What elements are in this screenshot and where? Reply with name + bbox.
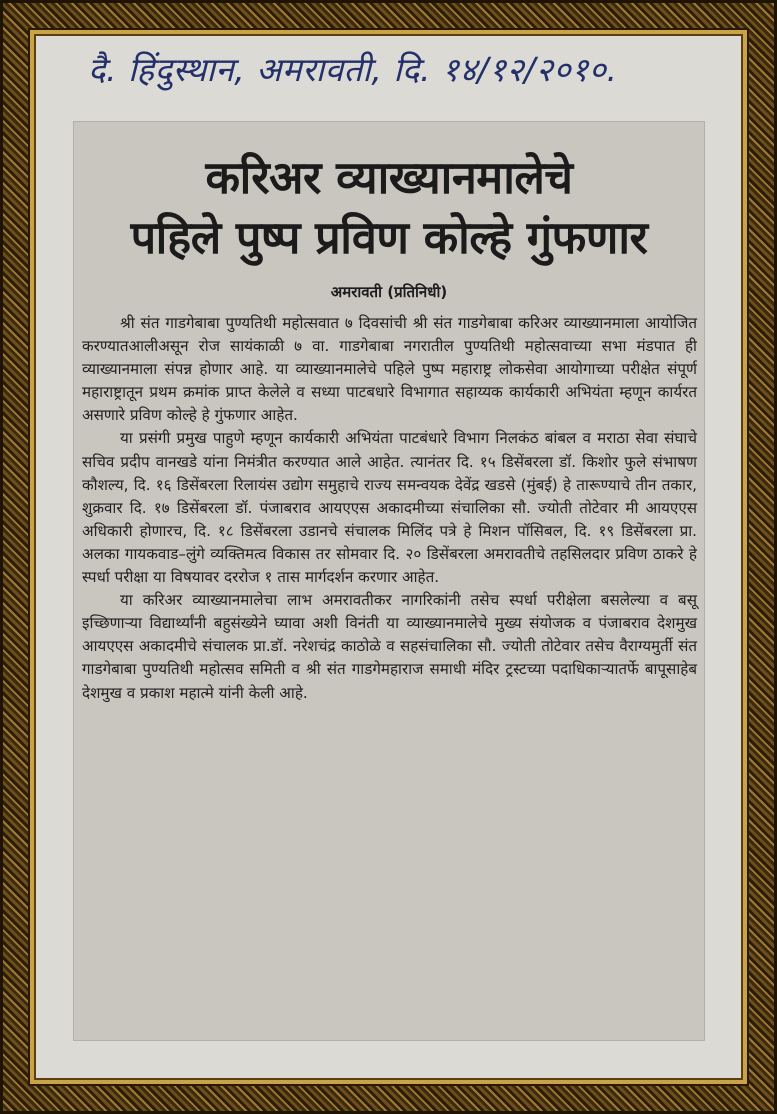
article-paragraph: या प्रसंगी प्रमुख पाहुणे म्हणून कार्यकारी अभियंता पाटबंधारे विभाग निलकंठ बांबल व मराठा सेवा संघाचे सचिव प्रदीप वानखडे यांना निमंत्रीत करण्यात आले आहेत. त्यानंतर दि. १५ डिसेंबरला डॉ. किशोर फुले संभाषण कौशल्य, दि. १६ डिसेंबरला रिलायंस उद्योग समुहाचे राज्य समन्वयक देवेंद्र खडसे (मुंबई) हे तारूण्याचे तीन तकार, शुक्रवार दि. १७ डिसेंबरला डॉ. पंजाबराव आयएएस अकादमीच्या संचालिका सौ. ज्योती तोटेवार मी आयएएस अधिकारी होणारच, दि. १८ डिसेंबरला उडानचे संचालक मिलिंद पत्रे हे मिशन पॉसिबल, दि. १९ डिसेंबरला प्रा. अलका गायकवाड–लुंगे व्यक्तिमत्व विकास तर सोमवार दि. २० डिसेंबरला अमरावतीचे तहसिलदार प्रविण ठाकरे हे स्पर्धा परीक्षा या विषयावर दररोज १ तास मार्गदर्शन करणार आहेत. [82, 429, 697, 587]
article-headline [74, 148, 704, 268]
article-paragraph: या करिअर व्याख्यानमालेचा लाभ अमरावतीकर नागरिकांनी तसेच स्पर्धा परीक्षेला बसलेल्या व बसू इच्छिणाऱ्या विद्यार्थ्यांनी बहुसंख्येने घ्यावा अशी विनंती या व्याख्यानमालेचे मुख्य संयोजक व पंजाबराव देशमुख आयएएस अकादमीचे संचालक प्रा.डॉ. नरेशचंद्र काठोळे व सहसंचालिका सौ. ज्योती तोटेवार तसेच वैराग्यमुर्ती संत गाडगेबाबा पुण्यतिथी महोत्सव समिती व श्री संत गाडगेमहाराज समाधी मंदिर ट्रस्टच्या पदाधिकाऱ्यातर्फे बापूसाहेब देशमुख व प्रकाश महात्मे यांनी केली आहे. [82, 591, 697, 702]
headline-line-2: पहिले पुष्प प्रविण कोल्हे गुंफणार [130, 211, 648, 264]
article-dateline: अमरावती (प्रतिनिधी) [330, 283, 448, 301]
article-paragraph: श्री संत गाडगेबाबा पुण्यतिथी महोत्सवात ७ दिवसांची श्री संत गाडगेबाबा करिअर व्याख्यानमाला आयोजित करण्यातआलीअसून रोज सायंकाळी ७ वा. गाडगेबाबा नगरातील पुण्यतिथी महोत्सवाच्या सभा मंडपात ही व्याख्यानमाला संपन्न होणार आहे. या व्याख्यानमालेचे पहिले पुष्प महाराष्ट्र लोकसेवा आयोगाच्या परीक्षेत संपूर्ण महाराष्ट्रातून प्रथम क्रमांक प्राप्त केलेले व सध्या पाटबधारे विभागात सहाय्यक कार्यकारी अभियंता म्हणून कार्यरत असणारे प्रविण कोल्हे हे गुंफणार आहेत. [82, 314, 697, 425]
headline-line-1: करिअर व्याख्यानमालेचे [205, 151, 573, 204]
article-body [82, 312, 697, 705]
handwritten-source-note: दै. हिंदुस्थान, अमरावती, दि. १४/१२/२०१०. [88, 50, 618, 89]
